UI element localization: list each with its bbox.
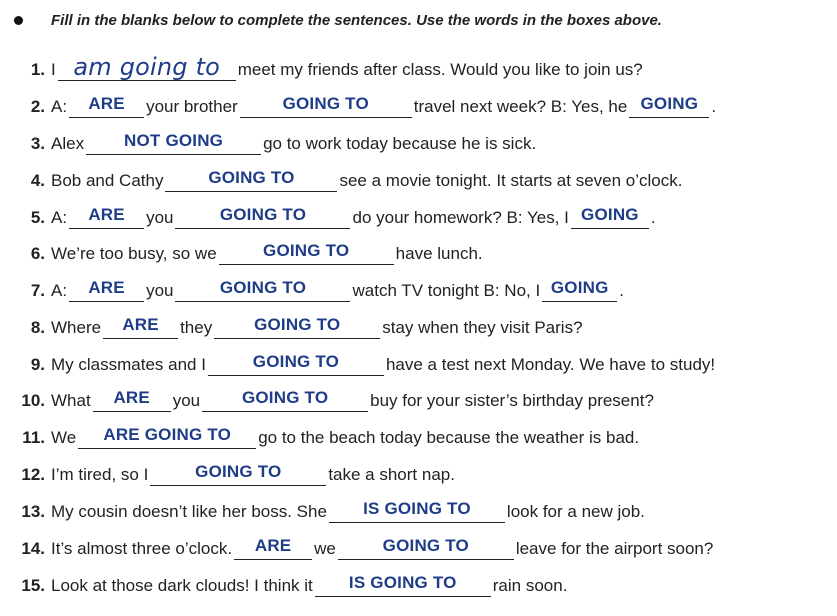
answer-blank[interactable]: GOING TO <box>240 96 412 118</box>
answer-blank[interactable]: GOING TO <box>175 280 350 302</box>
bullet-icon <box>14 16 23 25</box>
answer-blank[interactable]: GOING <box>629 96 709 118</box>
sentence-9: 9. My classmates and I GOING TO have a test next Monday. We have to study! <box>0 346 715 383</box>
answer-blank[interactable]: GOING TO <box>175 207 350 229</box>
answer-blank[interactable]: GOING <box>542 280 617 302</box>
answer-blank[interactable]: IS GOING TO <box>329 501 505 523</box>
instructions-header <box>14 9 662 31</box>
answer-blank[interactable]: GOING TO <box>214 317 380 339</box>
answer-blank[interactable]: ARE <box>103 317 178 339</box>
item-number: 5. <box>30 207 45 227</box>
answer-blank[interactable]: GOING TO <box>165 170 337 192</box>
item-number: 6. <box>30 243 45 263</box>
sentence-7: 7. A: ARE you GOING TO watch TV tonight B: No, I GOING . <box>0 272 624 309</box>
answer-blank[interactable]: ARE <box>69 96 144 118</box>
item-number: 7. <box>30 280 45 300</box>
item-number: 13. <box>21 501 45 521</box>
item-number: 14. <box>21 538 45 558</box>
answer-blank[interactable]: GOING TO <box>338 538 514 560</box>
item-number: 4. <box>30 170 45 190</box>
answer-blank[interactable]: GOING TO <box>150 464 326 486</box>
item-number: 9. <box>30 354 45 374</box>
instructions-text: Fill in the blanks below to complete the sentences. Use the words in the boxes above. <box>51 11 662 29</box>
sentence-10: 10. What ARE you GOING TO buy for your sister’s birthday present? <box>0 382 654 419</box>
item-number: 1. <box>30 59 45 79</box>
sentence-2: 2. A: ARE your brother GOING TO travel next week? B: Yes, he GOING . <box>0 88 716 125</box>
sentence-6: 6. We’re too busy, so we GOING TO have lunch. <box>0 235 483 272</box>
item-number: 2. <box>30 96 45 116</box>
item-number: 8. <box>30 317 45 337</box>
sentence-5: 5. A: ARE you GOING TO do your homework? B: Yes, I GOING . <box>0 199 656 236</box>
answer-blank[interactable]: GOING <box>571 207 649 229</box>
item-number: 12. <box>21 464 45 484</box>
sentence-8: 8. Where ARE they GOING TO stay when they visit Paris? <box>0 309 583 346</box>
sentence-15: 15. Look at those dark clouds! I think it IS GOING TO rain soon. <box>0 567 567 604</box>
answer-blank[interactable]: GOING TO <box>208 354 384 376</box>
answer-blank[interactable]: NOT GOING <box>86 133 261 155</box>
answer-blank[interactable]: GOING TO <box>219 243 394 265</box>
answer-blank[interactable]: ARE GOING TO <box>78 427 256 449</box>
sentence-13: 13. My cousin doesn’t like her boss. She IS GOING TO look for a new job. <box>0 493 645 530</box>
sentence-14: 14. It’s almost three o’clock. ARE we GOING TO leave for the airport soon? <box>0 530 713 567</box>
handwritten-answer: am going to <box>73 52 221 81</box>
item-number: 11. <box>22 427 45 447</box>
answer-blank[interactable]: ARE <box>69 280 144 302</box>
answer-blank[interactable]: ARE <box>234 538 312 560</box>
answer-blank[interactable]: ARE <box>69 207 144 229</box>
sentence-4: 4. Bob and Cathy GOING TO see a movie tonight. It starts at seven o’clock. <box>0 162 682 199</box>
sentence-3: 3. Alex NOT GOING go to work today because he is sick. <box>0 125 536 162</box>
sentence-11: 11. We ARE GOING TO go to the beach today because the weather is bad. <box>0 419 639 456</box>
answer-blank[interactable]: GOING TO <box>202 390 368 412</box>
item-number: 3. <box>30 133 45 153</box>
item-number: 10. <box>21 390 45 410</box>
item-number: 15. <box>21 575 45 595</box>
answer-blank[interactable] <box>58 52 236 81</box>
sentence-12: 12. I’m tired, so I GOING TO take a short nap. <box>0 456 455 493</box>
sentence-1: 1. I am going to meet my friends after class. Would you like to join us? <box>0 51 643 88</box>
answer-blank[interactable]: ARE <box>93 390 171 412</box>
answer-blank[interactable]: IS GOING TO <box>315 575 491 597</box>
